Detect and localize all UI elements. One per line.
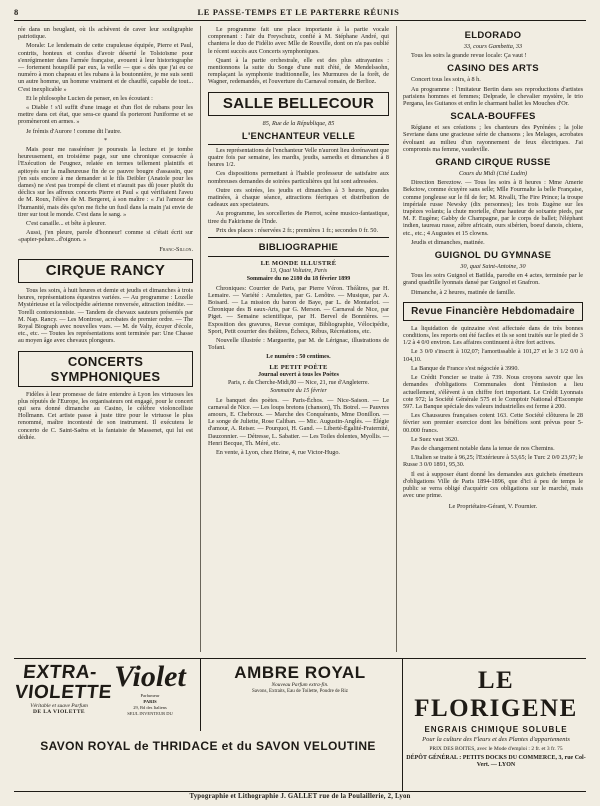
violet-ad bbox=[102, 661, 198, 717]
paragraph: Je frémis d'Aurore ! comme dit l'autre. bbox=[26, 127, 122, 135]
paragraph: Les représentations de l'enchanteur Velle n'auront lieu dorénavant que quatre fois par semaine, les mardis, jeudis, samedis et dimanches à 8 heures 1/2. bbox=[208, 146, 389, 169]
page-title: LE PASSE-TEMPS ET LE PARTERRE RÉUNIS bbox=[197, 7, 400, 17]
paragraph: Jeudis et dimanches, matinée. bbox=[411, 238, 485, 246]
poete-subtitle: Journal ouvert à tous les Poètes bbox=[258, 371, 339, 378]
monde-price: Le numéro : 50 centimes. bbox=[266, 353, 331, 360]
extra-violette-line1: Véritable et suave Parfum bbox=[30, 703, 88, 709]
paragraph: Chroniques: Courrier de Paris, par Pierre Véron. Théâtres, par H. Lemaire. — Variété : Amulettes, par G. Lenôtre. — Musique, par A. Boisard. — La mission du baron de Baye, par L. de Montarlot. — Chronique des B eaux-Arts, par G. Merson. — Carnaval de Nice, par Piget. — Semaine scientifique, par H. Bervel de Bonnières. — Exposition des gravures, Revue comique, Bibliographie, Vélocipédie, Sport, Petit courrier des théâtres, Échecs, Rébus, Récréations, etc. bbox=[208, 284, 389, 335]
violet-line1: Parfumeur bbox=[140, 693, 160, 698]
grand-cirque-heading: GRAND CIRQUE RUSSE bbox=[435, 157, 551, 169]
paragraph: C'est canaille... et bête à pleurer. bbox=[26, 220, 106, 228]
paragraph: En vente, à Lyon, chez Heine, 4, rue Victor-Hugo. bbox=[216, 448, 340, 456]
paragraph: Les Chaussures françaises cotent 163. Cette Société clôturera le 28 février son premier exercice dont les bénéfices sont prévus pour 5-00.000 francs. bbox=[403, 412, 583, 434]
ambre-royal-line1: Nouveau Parfum extra-fin. bbox=[271, 682, 329, 688]
paragraph: Dimanche, à 2 heures, matinée de famille. bbox=[411, 288, 516, 296]
florigene-ad bbox=[406, 667, 586, 769]
paragraph: Tous les soirs, à huit heures et demie et jeudis et dimanches à trois heures, représentations équestres variées. — Au programme : Lozelle Mystérieuse et la vélocipédie aérienne renversée, attraction inédite. — Torelli contorsionniste. — Tandem de chevaux sauteurs présentés par M. Nap. Rancy. — Les Montrose, acrobates de premier ordre. — The Royal Biograph avec nouvelles vues. — M. de Valty, écuyer d'école, etc., etc. — Toutes les représentations sont terminée par: Une Chasse au moyen âge avec chevaux plongeurs. bbox=[18, 286, 193, 345]
column-rule-1 bbox=[200, 26, 201, 652]
salle-address: 85, Rue de la République, 85 bbox=[262, 119, 335, 127]
paragraph: Le programme fait une place importante à la partie vocale comprenant : l'air du Freyschutz, confié à M. Stéphane André, qui chantera le duo de Fidélio avec Mlle de Rouville, dont on n'a pas oublié le récent succès aux Concerts symphoniques. bbox=[208, 26, 389, 55]
paragraph: Fidèles à leur promesse de faire entendre à Lyon les virtuoses les plus réputés de l'Europe, les organisateurs ont engagé, pour le concert qui sera donné dimanche au Casino, le célèbre violoncelliste Hollmann. Cet artiste passe à juste titre pour le virtuose le plus renommé, maître incontesté de son instrument. Il exécutera le concerto de C. Saint-Saëns et la fantaisie de Massenet, qui lui est dédiée. bbox=[18, 390, 193, 441]
divider bbox=[208, 237, 389, 238]
paragraph: Morale: Le lendemain de cette crapuleuse équipée, Pierre et Paul, contrits, honteux et confus d'avoir déserté le Tolstoïsme pour s'enrégimenter dans l'armée française, avouent à leur historiographe — fortement houspillé par eux, la veille — que « dès que j'ai eu ce numéro à mon chapeau et les rubans à la boutonnière, je me suis senti un autre homme, un homme vraiment et de chauffé, capable de tout... C'est inexplicable » bbox=[18, 42, 193, 93]
casino-heading: CASINO DES ARTS bbox=[447, 63, 539, 75]
monde-address: 13, Quai Voltaire, Paris bbox=[269, 268, 328, 275]
column-3 bbox=[403, 26, 583, 652]
paragraph: Le banquet des poètes. — Paris-Échos. — Nice-Saison. — Le carnaval de Nice. — Les loups bretons (chanson), Th. Botrel. — Pauvres amours, E. Chebroux. — Marche des Conquérants, Mme Donillon. — Le songe de Juliette, Rose Caliban. — Mic. Augustin-Anglès. — Élégie d'amour, A. Reiser. — Pourquoi, H. Gand. — Liberté-Égalité-Fraternité, Dauzonnier. — Détresse, L. Sabatier. — Les Toiles dolentes, Myollis. — Henri Becque, Th. Méré, etc. bbox=[208, 396, 389, 447]
paragraph: Direction Bereztow. — Tous les soirs à 8 heures : Mme Amerie Bekctow, comme écuyère sans selle; Mlle Fourmalte la belle Française, comme jongleuse sur le fil de fer; M. Rivalli, The Fire Prince; la troupe impériale russe Newsky (dix personnes); les trois Eugène sur les trapèzes volants; la chute mortelle, d'une hauteur de soixante pieds, par M. F. Eugène; Gabby de Champagne, par le corps de ballet; l'éléphant indien, taureau russe, zèbre africain, ours sibérien, boeuf danois, chiens, etc., etc.; 4 Augustes et 15 clowns. bbox=[403, 179, 583, 237]
gerant-signature: Le Propriétaire-Gérant, V. Fournier. bbox=[448, 503, 538, 511]
paragraph: Concert tous les soirs, à 8 h. bbox=[411, 76, 481, 84]
cirque-rancy-heading: CIRQUE RANCY bbox=[18, 259, 193, 283]
column-2 bbox=[208, 26, 389, 652]
grand-cirque-address: Cours du Midi (Cité Ludin) bbox=[458, 170, 528, 178]
petit-poete-heading: LE PETIT POÈTE bbox=[269, 363, 328, 371]
guignol-heading: GUIGNOL DU GYMNASE bbox=[434, 250, 552, 262]
ambre-royal-ad bbox=[200, 663, 400, 695]
florigene-tagline: Pour la culture des Fleurs et des Plantes d'appartements bbox=[422, 736, 570, 743]
paragraph: Quant à la partie orchestrale, elle est des plus attrayantes : mentionnons la suite du Songe d'une nuit d'été, de Mendelssohn, remplaçant la symphonie traditionnelle, les Murmures de la forêt, de Wagner, redemandés, et l'ouverture du Carnaval romain, de Berlioz. bbox=[208, 56, 389, 86]
guignol-address: 30, quai Saint-Antoine, 30 bbox=[460, 263, 526, 271]
paragraph: Pas de changement notable dans la tenue de nos Chemins. bbox=[411, 444, 555, 452]
monde-illustre-heading: LE MONDE ILLUSTRÉ bbox=[260, 260, 337, 268]
paragraph: rée dans un beuglant, où ils achèvent de caver leur souligraphie patriotique. bbox=[18, 26, 193, 41]
violet-logo: Violet bbox=[114, 660, 186, 693]
paragraph: Tous les soirs Guignol et Batilda, parodie en 4 actes, terminée par le grand quadrille lyonnais dansé par Guignol et Gnafron. bbox=[403, 272, 583, 287]
paragraph: Régiane et ses créations ; les chanteurs des Pyrénées ; la jolie Sevriane dans une gracieuse série de chansons ; les Melages, acrobates évoluant au milieu d'un rayonnement de feux électriques. J'ai compromis ma femme, vaudeville. bbox=[403, 124, 583, 153]
florigene-subtitle: ENGRAIS CHIMIQUE SOLUBLE bbox=[424, 725, 568, 734]
violet-line2: PARIS bbox=[143, 699, 157, 704]
salle-bellecour-heading: SALLE BELLECOUR bbox=[208, 92, 389, 116]
paragraph: La liquidation de quinzaine s'est affectuée dans de très bonnes conditions, les reports ont été faciles et ils se sont traités sur le pied de 3 1/2 à 4 0/0 environ. Les affaires continuent à être fort actives. bbox=[403, 324, 583, 347]
violet-line4: SEUL INVENTEUR DU bbox=[127, 711, 173, 716]
paragraph: Le Suez vaut 3620. bbox=[411, 435, 459, 443]
violet-line3: 29, Bd des Italiens bbox=[133, 705, 167, 710]
paragraph: Au programme, les sorcelleries de Pierrot, scène musico-fantastique, tiree du Fakirisme de l'Inde. bbox=[208, 210, 389, 225]
extra-violette-title: EXTRA-VIOLETTE bbox=[13, 662, 114, 703]
paragraph: Outre ces soirées, les jeudis et dimanches à 3 heures, grandes matinées, à chaque séance, attractions féeriques et distribution de cadeaux aux spectateurs. bbox=[208, 186, 389, 209]
paragraph: Nouvelle illustrée : Marguerite, par M. de Lérignac, illustrations de Tofani. bbox=[208, 337, 389, 352]
poete-date: Sommaire du 15 février bbox=[270, 388, 327, 395]
paragraph: Et le philosophe Lucien de penser, en les écoutant : bbox=[26, 94, 153, 102]
printer-footer: Typographie et Lithographie J. GALLET rue de la Poulaillerie, 2, Lyon bbox=[189, 793, 411, 800]
extra-violette-line2: DE LA VIOLETTE bbox=[33, 709, 85, 715]
ad-divider bbox=[402, 659, 403, 791]
page-header bbox=[14, 4, 586, 21]
florigene-depot: DÉPÔT GÉNÉRAL : PETITS DOCKS DU COMMERCE, 3, rue Col-Vert. — LYON bbox=[406, 755, 586, 768]
advertisement-band bbox=[14, 658, 586, 792]
eldorado-address: 33, cours Gambetta, 33 bbox=[463, 43, 523, 50]
paragraph: « Diable ! s'il suffit d'une image et d'un flot de rubans pour les mettre dans cet état, que sera-ce quand ils porteront l'uniforme et se promèneront en armes. » bbox=[18, 104, 193, 126]
paragraph: Au programme : l'imitateur Bertin dans ses reproductions d'artistes parisiens hommes et femmes; Delprade, le chevalier mystère, le trio Pergana, les Guitanos et enfin le charmant ballet les Mouches d'Or. bbox=[403, 85, 583, 108]
paragraph: La Banque de France s'est négociée à 3990. bbox=[411, 364, 519, 372]
monde-date: Sommaire du no 2180 du 18 février 1899 bbox=[246, 276, 351, 283]
paragraph: Aussi, j'en pleure, parole d'honneur! comme si c'était écrit sur «papier-pelure...d'oignon. » bbox=[18, 229, 193, 244]
florigene-prices: PRIX DES BOITES, avec le Mode d'emploi : 2 fr. et 3 fr. 75 bbox=[429, 746, 563, 752]
paragraph: Mais pour me rasséréner je poursuis la lecture et je tombe heureusement, en troisième page, sur une chronique consacrée à l'Exécution de Feugnez, relatée en termes tellement plaintifs et apitoyés sur la malheureuse fin de ce pauvre bougre d'assassin, que j'en suis encore à me demander si le fils Deibler (Anatole pour les dames) ne s'est pas trompé de client et n'aurait pas dû jouer plutôt du déclics sur les affreux concerts Pierre et Paul « qui vérifiaient l'aveu de M. Roux, l'élève de M. Bergeret, à son maître : « J'ai l'amour de l'humanité, mais dès qu'on me fiche un fusil dans la main j'ai envie de tirer sur tout le monde. C'est dans le sang. » bbox=[18, 146, 193, 218]
poete-address: Paris, r. du Cherche-Midi,80 — Nice, 21, rue d'Angleterre. bbox=[227, 380, 370, 387]
section-stars: * bbox=[103, 136, 108, 144]
extra-violette-ad bbox=[13, 662, 114, 715]
paragraph: Prix des places : réservées 2 fr.; premières 1 fr.; secondes 0 fr. 50. bbox=[216, 226, 379, 234]
paragraph: L'Italien se traite à 96,25; l'Extérieure à 53,65; le Turc 2 0/0 23,97; le Russe 3 0/0 1891, 95,30. bbox=[403, 454, 583, 469]
ambre-royal-title: AMBRE ROYAL bbox=[234, 663, 366, 682]
paragraph: Il est à supposer étant donné les demandes aux guichets émetteurs d'obligations Ville de Paris 1894-1896, que d'ici à peu de temps le public se verra obligé d'acquérir ces obligations sur le marché, mais avec une prime. bbox=[403, 470, 583, 500]
revue-financiere-heading: Revue Financière Hebdomadaire bbox=[403, 302, 583, 321]
concerts-heading: CONCERTS SYMPHONIQUES bbox=[18, 351, 193, 387]
scala-heading: SCALA-BOUFFES bbox=[450, 111, 536, 123]
column-rule-2 bbox=[396, 26, 397, 652]
column-1 bbox=[18, 26, 193, 652]
divider bbox=[208, 256, 389, 257]
paragraph: Tous les soirs la grande revue locale: Ça vaut ! bbox=[411, 52, 527, 60]
page-number: 8 bbox=[14, 7, 19, 17]
eldorado-heading: ELDORADO bbox=[464, 30, 522, 41]
paragraph: Le 3 0/0 s'inscrit à 102,07; l'amortissable à 101,27 et le 3 1/2 0/0 à 104,10. bbox=[403, 348, 583, 363]
paragraph: Ces dispositions permettant à l'habile professeur de satisfaire aux nombreuses demandes de soirées particulières qui lui sont adressées. bbox=[208, 170, 389, 185]
author-signature: Franc-Sillon. bbox=[159, 245, 193, 253]
florigene-title: LE FLORIGENE bbox=[414, 667, 578, 722]
paragraph: Le Crédit Foncier se traite à 739. Nous croyons savoir que les demandes d'obligations Communales dont l'émission a lieu actuellement, s'élèvent à un chiffre fort important. Le Crédit Lyonnais cote 972; la Société Générale 575 et le Comptoir National d'Escompte 597. La Banque spéciale des valeurs industrielles est ferme à 200. bbox=[403, 374, 583, 410]
enchanteur-heading: L'ENCHANTEUR VELLE bbox=[208, 131, 389, 145]
ambre-royal-line2: Savons, Extraits, Eau de Toilette, Poudre de Riz bbox=[252, 688, 348, 694]
bibliographie-heading: BIBLIOGRAPHIE bbox=[258, 242, 339, 254]
savon-royal-line: SAVON ROYAL de THRIDACE et du SAVON VELOUTINE bbox=[40, 739, 376, 753]
